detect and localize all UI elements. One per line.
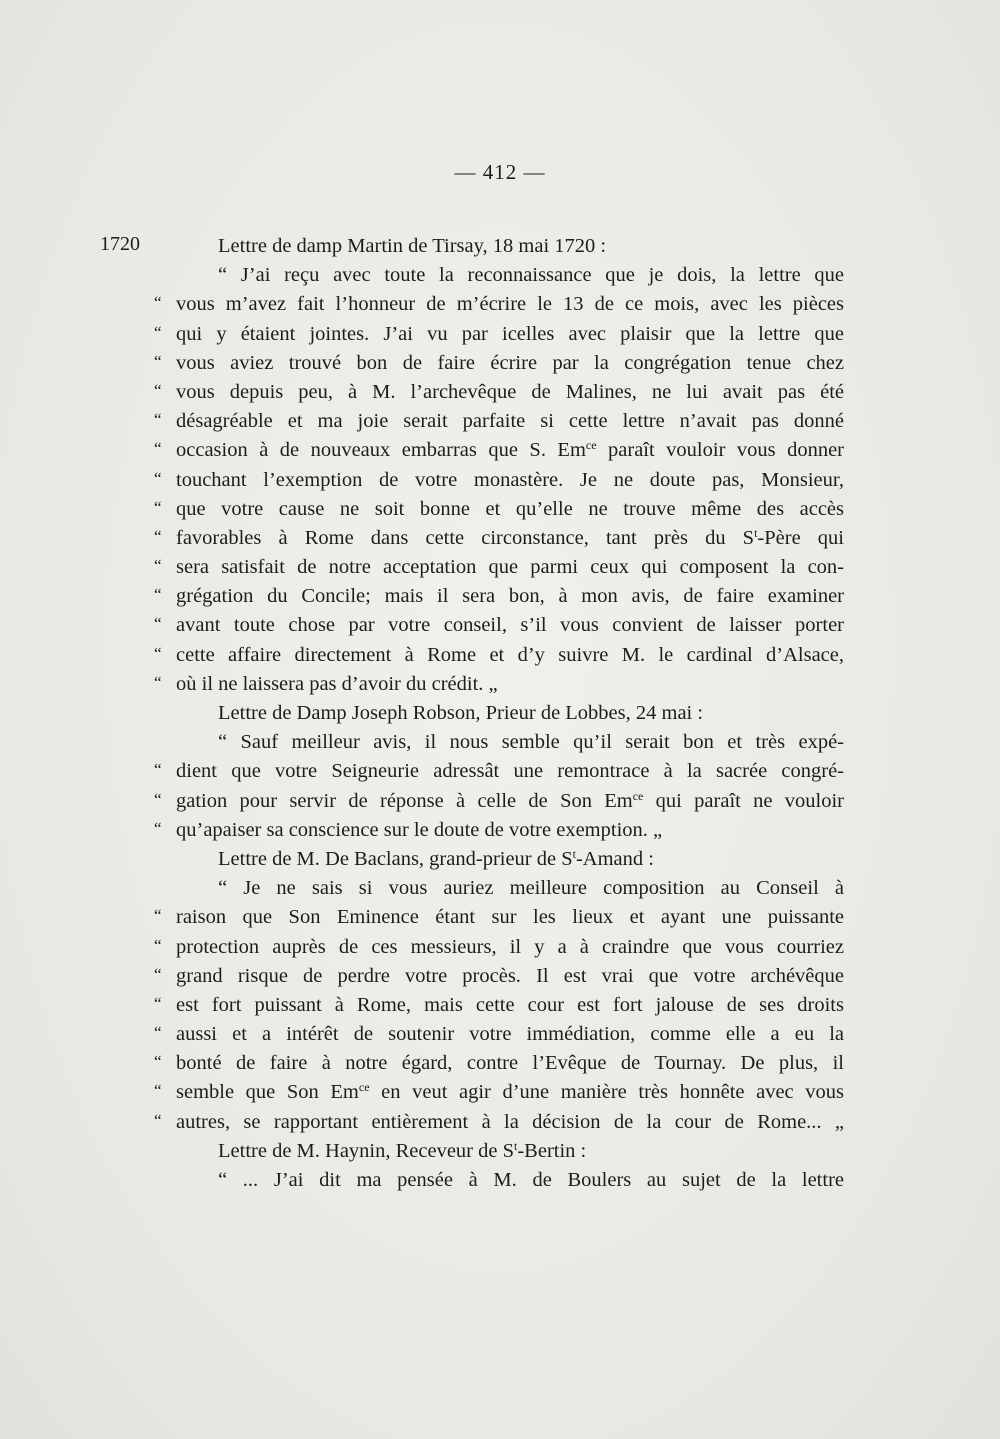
superscript: ce bbox=[632, 788, 644, 803]
text-line bbox=[0, 903, 1000, 932]
line-text-main: grand risque de perdre votre procès. Il est vrai que votre archévêque bbox=[176, 964, 844, 987]
text-line bbox=[0, 1049, 1000, 1078]
line-text-main: “ Je ne sais si vous auriez meilleure composition au Conseil à bbox=[218, 877, 844, 900]
superscript: t bbox=[514, 1138, 518, 1153]
line-text bbox=[176, 290, 844, 319]
line-text-main: où il ne laissera pas d’avoir du crédit. „ bbox=[176, 672, 498, 695]
line-text bbox=[176, 816, 662, 845]
line-text-main: qu’apaiser sa conscience sur le doute de votre exemption. „ bbox=[176, 818, 663, 841]
margin-quote-mark: “ bbox=[154, 993, 162, 1013]
text-line bbox=[0, 1166, 1000, 1195]
text-line bbox=[0, 728, 1000, 757]
line-text bbox=[218, 1137, 586, 1166]
line-text bbox=[218, 728, 844, 757]
text-line bbox=[0, 232, 1000, 261]
line-text bbox=[176, 670, 498, 699]
line-text bbox=[176, 611, 844, 640]
line-text-after: en veut agir d’une manière très honnête avec vous bbox=[369, 1081, 844, 1104]
text-line bbox=[0, 1020, 1000, 1049]
line-text-after: -Amand : bbox=[575, 847, 654, 870]
margin-quote-mark: “ bbox=[154, 585, 162, 605]
line-text bbox=[176, 1020, 844, 1049]
line-text-main: semble que Son Em bbox=[176, 1081, 359, 1104]
margin-quote-mark: “ bbox=[154, 439, 162, 459]
line-text-after: paraît vouloir vous donner bbox=[596, 439, 844, 462]
line-text-main: occasion à de nouveaux embarras que S. Em bbox=[176, 439, 586, 462]
margin-quote-mark: “ bbox=[154, 293, 162, 313]
line-text-main: autres, se rapportant entièrement à la décision de la cour de Rome... „ bbox=[176, 1110, 844, 1133]
margin-quote-mark: “ bbox=[154, 322, 162, 342]
line-text bbox=[176, 466, 844, 495]
text-line bbox=[0, 1137, 1000, 1166]
line-text-main: protection auprès de ces messieurs, il y a à craindre que vous courriez bbox=[176, 935, 844, 958]
text-line bbox=[0, 611, 1000, 640]
line-text bbox=[176, 933, 844, 962]
margin-quote-mark: “ bbox=[154, 1110, 162, 1130]
line-text bbox=[176, 903, 844, 932]
text-line bbox=[0, 436, 1000, 465]
margin-quote-mark: “ bbox=[154, 818, 162, 838]
line-text-main: aussi et a intérêt de soutenir votre immédiation, comme elle a eu la bbox=[176, 1023, 844, 1046]
text-line bbox=[0, 290, 1000, 319]
margin-quote-mark: “ bbox=[154, 760, 162, 780]
line-text bbox=[176, 436, 844, 465]
line-text-main: Lettre de M. Haynin, Receveur de S bbox=[218, 1139, 515, 1162]
text-line bbox=[0, 582, 1000, 611]
text-line bbox=[0, 933, 1000, 962]
line-text bbox=[176, 553, 844, 582]
text-line bbox=[0, 553, 1000, 582]
margin-quote-mark: “ bbox=[154, 351, 162, 371]
line-text bbox=[218, 232, 606, 261]
line-text-main: dient que votre Seigneurie adressât une remontrace à la sacrée congré- bbox=[176, 760, 844, 783]
text-line bbox=[0, 1108, 1000, 1137]
line-text-main: est fort puissant à Rome, mais cette cour est fort jalouse de ses droits bbox=[176, 993, 844, 1016]
line-text-main: raison que Son Eminence étant sur les lieux et ayant une puissante bbox=[176, 906, 844, 929]
margin-quote-mark: “ bbox=[154, 380, 162, 400]
text-line bbox=[0, 466, 1000, 495]
line-text-main: vous aviez trouvé bon de faire écrire par la congrégation tenue chez bbox=[176, 351, 844, 374]
text-line bbox=[0, 787, 1000, 816]
superscript: t bbox=[572, 846, 576, 861]
line-text bbox=[176, 349, 844, 378]
line-text bbox=[176, 1078, 844, 1107]
line-text bbox=[176, 582, 844, 611]
line-text-main: Lettre de M. De Baclans, grand-prieur de S bbox=[218, 847, 573, 870]
line-text-after: qui paraît ne vouloir bbox=[643, 789, 844, 812]
line-text bbox=[176, 991, 844, 1020]
text-line bbox=[0, 261, 1000, 290]
superscript: ce bbox=[358, 1080, 370, 1095]
line-text-main: “ ... J’ai dit ma pensée à M. de Boulers au sujet de la lettre bbox=[218, 1169, 844, 1191]
margin-quote-mark: “ bbox=[154, 964, 162, 984]
line-text bbox=[176, 320, 844, 349]
line-text-main: cette affaire directement à Rome et d’y suivre M. le cardinal d’Alsace, bbox=[176, 643, 844, 666]
line-text-main: que votre cause ne soit bonne et qu’elle ne trouve même des accès bbox=[176, 497, 844, 520]
margin-quote-mark: “ bbox=[154, 1081, 162, 1101]
line-text bbox=[176, 962, 844, 991]
margin-quote-mark: “ bbox=[154, 497, 162, 517]
text-line bbox=[0, 320, 1000, 349]
line-text-main: favorables à Rome dans cette circonstance, tant près du S bbox=[176, 526, 755, 549]
line-text-after: -Bertin : bbox=[517, 1139, 587, 1162]
line-text-main: sera satisfait de notre acceptation que parmi ceux qui composent la con- bbox=[176, 556, 844, 579]
line-text-main: vous m’avez fait l’honneur de m’écrire le 13 de ce mois, avec les pièces bbox=[176, 293, 844, 316]
margin-quote-mark: “ bbox=[154, 468, 162, 488]
margin-quote-mark: “ bbox=[154, 643, 162, 663]
line-text-main: grégation du Concile; mais il sera bon, à mon avis, de faire examiner bbox=[176, 585, 844, 608]
text-line bbox=[0, 874, 1000, 903]
text-line bbox=[0, 816, 1000, 845]
line-text-main: “ J’ai reçu avec toute la reconnaissance que je dois, la lettre que bbox=[218, 264, 844, 287]
margin-year: 1720 bbox=[100, 233, 140, 255]
body-text bbox=[0, 232, 1000, 1195]
page-number: — 412 — bbox=[454, 160, 546, 184]
margin-quote-mark: “ bbox=[154, 556, 162, 576]
line-text-main: désagréable et ma joie serait parfaite si cette lettre n’avait pas donné bbox=[176, 410, 844, 433]
text-line bbox=[0, 670, 1000, 699]
line-text bbox=[176, 407, 844, 436]
text-line bbox=[0, 407, 1000, 436]
text-line bbox=[0, 641, 1000, 670]
line-text bbox=[218, 261, 844, 290]
text-line bbox=[0, 495, 1000, 524]
text-line bbox=[0, 524, 1000, 553]
line-text bbox=[218, 845, 654, 874]
text-line bbox=[0, 991, 1000, 1020]
text-line bbox=[0, 845, 1000, 874]
line-text-main: qui y étaient jointes. J’ai vu par icelles avec plaisir que la lettre que bbox=[176, 322, 844, 345]
superscript: ce bbox=[585, 438, 597, 453]
line-text-main: avant toute chose par votre conseil, s’il vous convient de laisser porter bbox=[176, 614, 844, 637]
line-text bbox=[176, 495, 844, 524]
text-line bbox=[0, 1078, 1000, 1107]
line-text bbox=[218, 699, 703, 728]
line-text bbox=[218, 1166, 844, 1195]
text-line bbox=[0, 757, 1000, 786]
line-text bbox=[176, 787, 844, 816]
text-line bbox=[0, 699, 1000, 728]
text-line bbox=[0, 378, 1000, 407]
margin-quote-mark: “ bbox=[154, 935, 162, 955]
line-text-after: -Père qui bbox=[757, 526, 844, 549]
line-text-main: gation pour servir de réponse à celle de Son Em bbox=[176, 789, 633, 812]
margin-quote-mark: “ bbox=[154, 614, 162, 634]
margin-quote-mark: “ bbox=[154, 526, 162, 546]
line-text bbox=[176, 378, 844, 407]
line-text bbox=[176, 641, 844, 670]
line-text-main: Lettre de Damp Joseph Robson, Prieur de Lobbes, 24 mai : bbox=[218, 702, 704, 724]
margin-quote-mark: “ bbox=[154, 410, 162, 430]
line-text bbox=[176, 1108, 844, 1137]
line-text-main: “ Sauf meilleur avis, il nous semble qu’il serait bon et très expé- bbox=[218, 731, 844, 754]
margin-quote-mark: “ bbox=[154, 789, 162, 809]
line-text bbox=[218, 874, 844, 903]
line-text bbox=[176, 757, 844, 786]
line-text-main: vous depuis peu, à M. l’archevêque de Malines, ne lui avait pas été bbox=[176, 380, 844, 403]
margin-quote-mark: “ bbox=[154, 672, 162, 692]
line-text-main: Lettre de damp Martin de Tirsay, 18 mai 1720 : bbox=[218, 235, 607, 257]
line-text-main: bonté de faire à notre égard, contre l’Evêque de Tournay. De plus, il bbox=[176, 1052, 844, 1075]
margin-quote-mark: “ bbox=[154, 1052, 162, 1072]
line-text bbox=[176, 524, 844, 553]
margin-quote-mark: “ bbox=[154, 1023, 162, 1043]
margin-quote-mark: “ bbox=[154, 906, 162, 926]
text-line bbox=[0, 962, 1000, 991]
line-text-main: touchant l’exemption de votre monastère. Je ne doute pas, Monsieur, bbox=[176, 468, 844, 491]
superscript: t bbox=[754, 525, 758, 540]
text-line bbox=[0, 349, 1000, 378]
line-text bbox=[176, 1049, 844, 1078]
